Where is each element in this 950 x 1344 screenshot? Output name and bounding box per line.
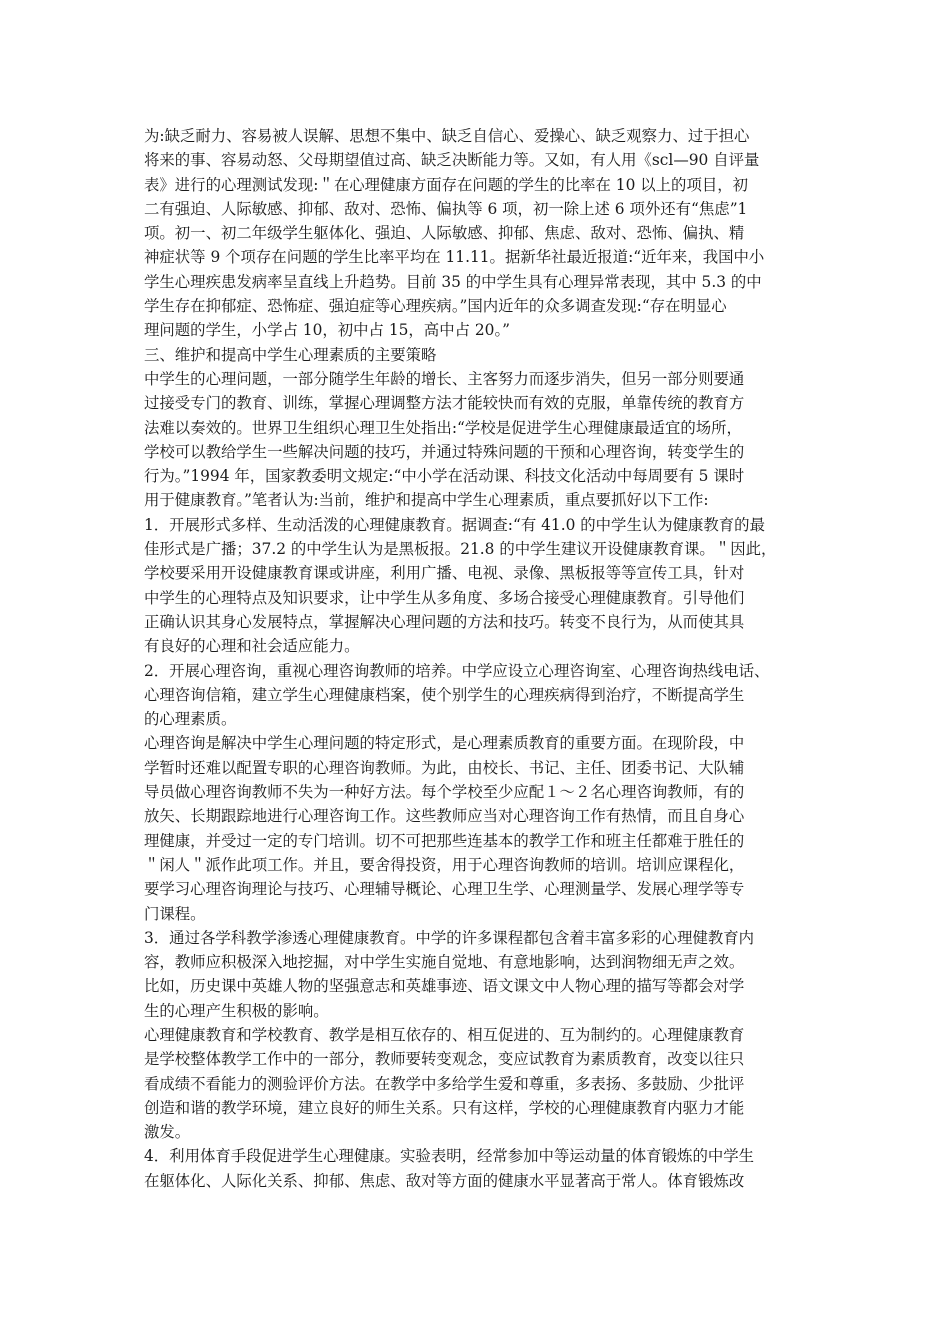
text-line: 要学习心理咨询理论与技巧、心理辅导概论、心理卫生学、心理测量学、发展心理学等专: [144, 880, 745, 899]
text-line: 行为。”1994 年，国家教委明文规定:“中小学在活动课、科技文化活动中每周要有 5 课时: [144, 467, 745, 486]
text-line: 看成绩不看能力的测验评价方法。在教学中多给学生爱和尊重，多表扬、多鼓励、少批评: [144, 1074, 745, 1093]
text-line: 学暂时还难以配置专职的心理咨询教师。为此，由校长、书记、主任、团委书记、大队辅: [144, 758, 745, 777]
text-line: 比如，历史课中英雄人物的坚强意志和英雄事迹、语文课文中人物心理的描写等都会对学: [144, 977, 745, 996]
text-line: 是学校整体教学工作中的一部分，教师要转变观念，变应试教育为素质教育，改变以往只: [144, 1050, 745, 1069]
text-line: 学生心理疾患发病率呈直线上升趋势。目前 35 的中学生具有心理异常表现，其中 5.3 的中: [144, 272, 762, 291]
text-line: 神症状等 9 个项存在问题的学生比率平均在 11.11。据新华社最近报道:“近年来，我国中小: [144, 248, 765, 267]
text-line: 激发。: [144, 1123, 191, 1142]
text-line: 理健康，并受过一定的专门培训。切不可把那些连基本的教学工作和班主任都难于胜任的: [144, 831, 745, 850]
text-line: 导员做心理咨询教师不失为一种好方法。每个学校至少应配１～２名心理咨询教师，有的: [144, 783, 745, 802]
text-line: 项。初一、初二年级学生躯体化、强迫、人际敏感、抑郁、焦虑、敌对、恐怖、偏执、精: [144, 224, 745, 243]
text-line: 三、维护和提高中学生心理素质的主要策略: [144, 345, 437, 364]
text-line: 将来的事、容易动怒、父母期望值过高、缺乏决断能力等。又如，有人用《scl—90 自评量: [144, 151, 760, 170]
text-line: 二有强迫、人际敏感、抑郁、敌对、恐怖、偏执等 6 项，初一除上述 6 项外还有“焦虑”1: [144, 199, 748, 218]
text-line: 门课程。: [144, 904, 206, 923]
text-line: 中学生的心理特点及知识要求，让中学生从多角度、多场合接受心理健康教育。引导他们: [144, 588, 745, 607]
text-line: 理问题的学生，小学占 10，初中占 15，高中占 20。”: [144, 321, 511, 340]
text-line: 过接受专门的教育、训练，掌握心理调整方法才能较快而有效的克服，单靠传统的教育方: [144, 394, 745, 413]
text-line: 学校可以教给学生一些解决问题的技巧，并通过特殊问题的干预和心理咨询，转变学生的: [144, 442, 745, 461]
text-line: 心理健康教育和学校教育、教学是相互依存的、相互促进的、互为制约的。心理健康教育: [144, 1025, 745, 1044]
text-line: 4．利用体育手段促进学生心理健康。实验表明，经常参加中等运动量的体育锻炼的中学生: [144, 1147, 755, 1166]
text-line: 3．通过各学科教学渗透心理健康教育。中学的许多课程都包含着丰富多彩的心理健教育内: [144, 928, 755, 947]
text-line: 表》进行的心理测试发现:＂在心理健康方面存在问题的学生的比率在 10 以上的项目，初: [144, 175, 749, 194]
text-line: 在躯体化、人际化关系、抑郁、焦虑、敌对等方面的健康水平显著高于常人。体育锻炼改: [144, 1171, 745, 1190]
text-line: 创造和谐的教学环境，建立良好的师生关系。只有这样，学校的心理健康教育内驱力才能: [144, 1098, 745, 1117]
text-line: 正确认识其身心发展特点，掌握解决心理问题的方法和技巧。转变不良行为，从而使其具: [144, 612, 745, 631]
text-line: 中学生的心理问题，一部分随学生年龄的增长、主客努力而逐步消失，但另一部分则要通: [144, 369, 745, 388]
text-line: 1．开展形式多样、生动活泼的心理健康教育。据调查:“有 41.0 的中学生认为健康教育的最: [144, 515, 765, 534]
text-line: 法难以奏效的。世界卫生组织心理卫生处指出:“学校是促进学生心理健康最适宜的场所，: [144, 418, 742, 437]
text-line: 学生存在抑郁症、恐怖症、强迫症等心理疾病。”国内近年的众多调查发现:“存在明显心: [144, 297, 727, 316]
document-body: [144, 124, 826, 1193]
text-line: 为:缺乏耐力、容易被人误解、思想不集中、缺乏自信心、爱操心、缺乏观察力、过于担心: [144, 127, 750, 145]
text-line: 有良好的心理和社会适应能力。: [144, 637, 360, 656]
text-line: 心理咨询是解决中学生心理问题的特定形式，是心理素质教育的重要方面。在现阶段，中: [144, 734, 745, 753]
text-line: 放矢、长期跟踪地进行心理咨询工作。这些教师应当对心理咨询工作有热情，而且自身心: [144, 807, 745, 826]
text-line: 用于健康教育。”笔者认为:当前，维护和提高中学生心理素质，重点要抓好以下工作:: [144, 491, 709, 510]
text-line: 容，教师应积极深入地挖掘，对中学生实施自觉地、有意地影响，达到润物细无声之效。: [144, 953, 745, 972]
text-line: ＂闲人＂派作此项工作。并且，要舍得投资，用于心理咨询教师的培训。培训应课程化，: [144, 855, 745, 874]
text-line: 生的心理产生积极的影响。: [144, 1001, 329, 1020]
text-line: 学校要采用开设健康教育课或讲座，利用广播、电视、录像、黑板报等等宣传工具，针对: [144, 564, 745, 583]
text-line: 2．开展心理咨询，重视心理咨询教师的培养。中学应设立心理咨询室、心理咨询热线电话、: [144, 661, 770, 680]
text-line: 心理咨询信箱，建立学生心理健康档案，使个别学生的心理疾病得到治疗，不断提高学生: [144, 685, 745, 704]
text-line: 佳形式是广播；37.2 的中学生认为是黑板报。21.8 的中学生建议开设健康教育课。＂因此，: [144, 540, 777, 559]
text-line: 的心理素质。: [144, 710, 237, 729]
